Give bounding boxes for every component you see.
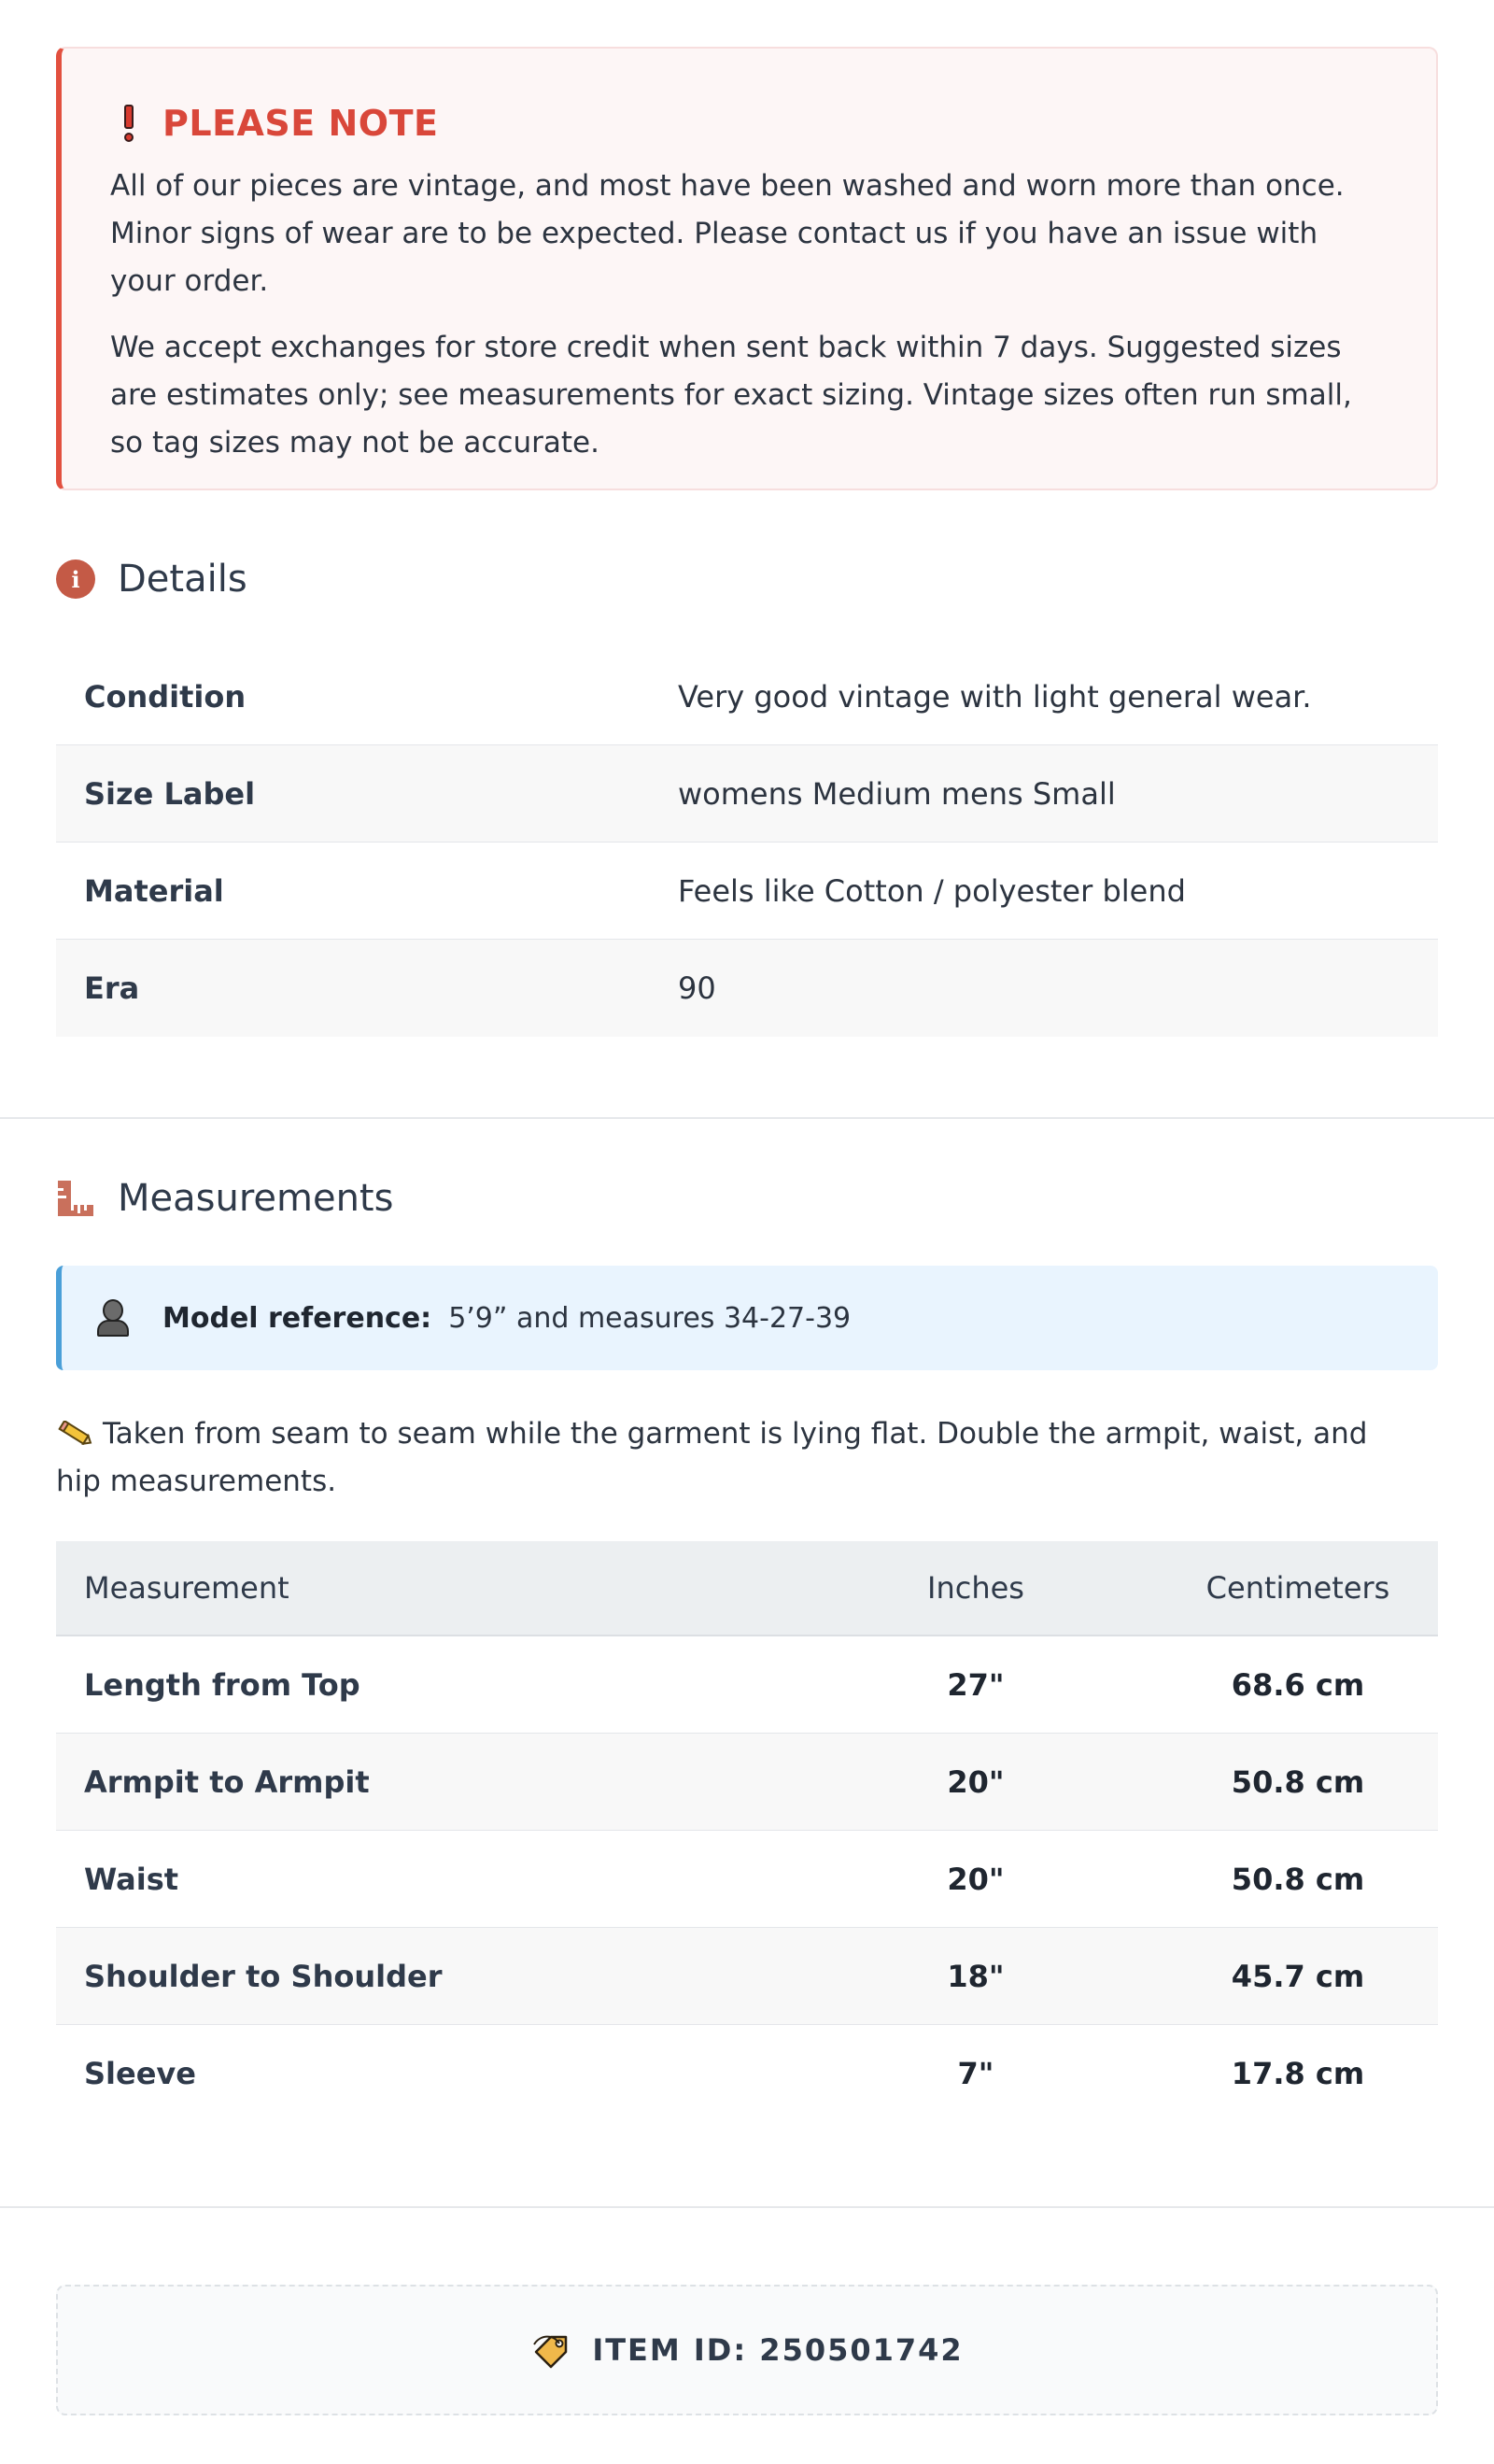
measurement-name: Waist <box>84 1861 179 1897</box>
item-id-box <box>56 2285 1438 2415</box>
details-heading <box>56 558 247 601</box>
measurement-note-text: Taken from seam to seam while the garment is lying flat. Double the armpit, waist, and hip measurements. <box>56 1417 1368 1498</box>
ruler-icon <box>56 1179 95 1218</box>
notice-header <box>110 105 1389 142</box>
column-header-centimeters: Centimeters <box>1205 1570 1390 1606</box>
measurement-cm: 50.8 cm <box>1231 1861 1365 1897</box>
measurement-cm: 45.7 cm <box>1231 1958 1365 1994</box>
notice-paragraph-2: We accept exchanges for store credit when sent back within 7 days. Suggested sizes are estimates only; see measurements for exact sizing. Vintage sizes often run small, so tag sizes may not be accurate. <box>110 331 1352 460</box>
table-header <box>56 1541 1438 1636</box>
measurement-inches: 7" <box>957 2056 994 2091</box>
measurement-inches: 18" <box>947 1958 1005 1994</box>
measurement-cm: 68.6 cm <box>1231 1666 1365 1703</box>
table-row <box>56 1734 1438 1831</box>
table-row <box>56 648 1438 745</box>
measurement-name: Sleeve <box>84 2056 196 2091</box>
detail-label: Condition <box>84 678 247 715</box>
detail-value: womens Medium mens Small <box>678 775 1116 812</box>
table-row <box>56 1636 1438 1734</box>
model-reference-label: Model reference: <box>162 1301 432 1335</box>
measurement-note <box>56 1410 1401 1506</box>
measurement-inches: 20" <box>947 1763 1005 1800</box>
measurement-name: Armpit to Armpit <box>84 1763 370 1800</box>
measurement-cm: 17.8 cm <box>1231 2056 1365 2091</box>
notice-title: PLEASE NOTE <box>162 103 439 144</box>
measurements-heading <box>56 1177 393 1220</box>
notice-paragraph-1: All of our pieces are vintage, and most have been washed and worn more than once. Minor signs of wear are to be expected. Please contact us if you have an issue with your order. <box>110 169 1345 298</box>
table-row <box>56 1831 1438 1928</box>
column-header-measurement: Measurement <box>84 1570 289 1606</box>
exclamation-icon <box>116 105 142 142</box>
section-divider <box>0 2206 1494 2208</box>
detail-label: Size Label <box>84 775 256 812</box>
tag-icon <box>530 2331 571 2369</box>
table-row <box>56 940 1438 1037</box>
detail-label: Material <box>84 872 224 909</box>
detail-value: 90 <box>678 970 716 1006</box>
model-reference-box <box>56 1266 1438 1370</box>
column-header-inches: Inches <box>927 1570 1024 1606</box>
measurement-name: Shoulder to Shoulder <box>84 1958 443 1994</box>
model-reference-text: 5’9” and measures 34-27-39 <box>448 1301 852 1335</box>
item-id-label: ITEM ID: 250501742 <box>592 2332 964 2368</box>
measurement-cm: 50.8 cm <box>1231 1763 1365 1800</box>
measurement-inches: 20" <box>947 1861 1005 1897</box>
table-row <box>56 843 1438 940</box>
measurements-title: Measurements <box>118 1177 394 1220</box>
measurement-name: Length from Top <box>84 1666 360 1703</box>
measurement-inches: 27" <box>947 1666 1005 1703</box>
table-row <box>56 1928 1438 2025</box>
section-divider <box>0 1117 1494 1119</box>
measurements-table <box>56 1541 1438 2122</box>
notice-box <box>56 47 1438 490</box>
detail-value: Very good vintage with light general wear. <box>678 678 1312 715</box>
detail-label: Era <box>84 970 140 1006</box>
pencil-icon <box>56 1412 93 1433</box>
table-row <box>56 2025 1438 2122</box>
table-row <box>56 745 1438 843</box>
detail-value: Feels like Cotton / polyester blend <box>678 872 1186 909</box>
info-icon: i <box>56 559 95 599</box>
details-title: Details <box>118 558 247 601</box>
person-icon <box>95 1299 131 1337</box>
details-table <box>56 648 1438 1037</box>
